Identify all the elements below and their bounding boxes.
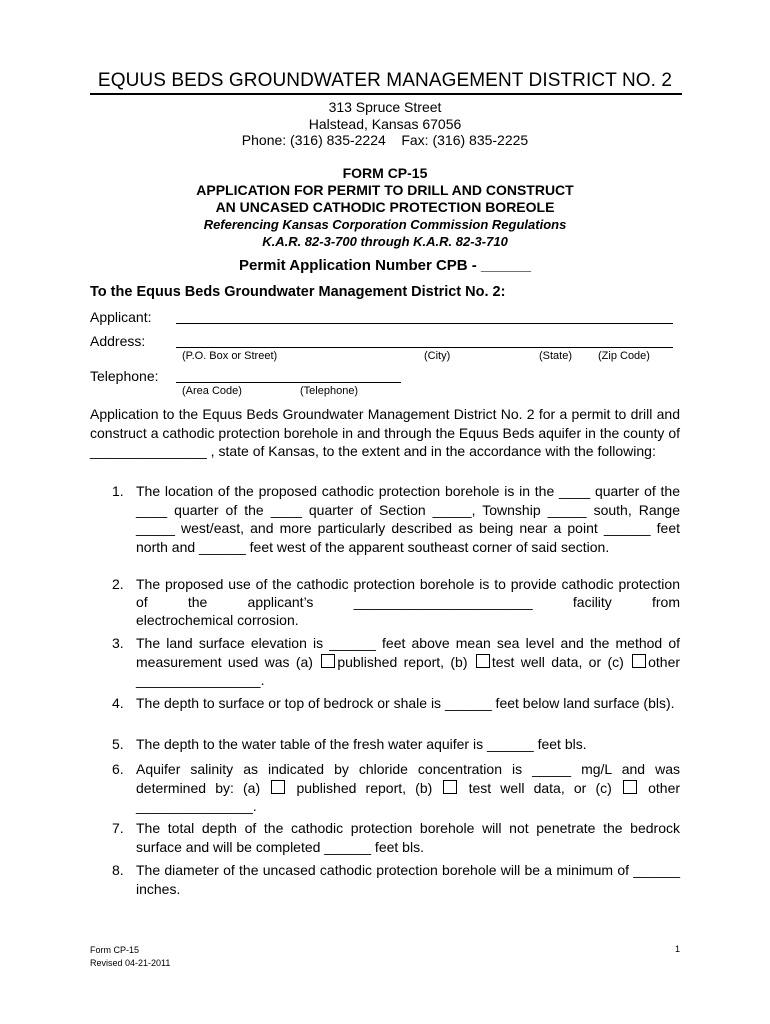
item-2-facility-blank[interactable]: _______________________ xyxy=(353,594,533,610)
phone-fax: Phone: (316) 835-2224 Fax: (316) 835-2225 xyxy=(241,132,529,148)
item-3-testwell: test well data, or (c) xyxy=(491,653,624,670)
other-checkbox-6[interactable] xyxy=(623,780,637,794)
page-number: 1 xyxy=(675,944,681,954)
test-well-checkbox-3[interactable] xyxy=(476,654,490,668)
form-number: FORM CP-15 xyxy=(342,165,428,181)
regulation-reference: Referencing Kansas Corporation Commission Regulations xyxy=(203,217,567,232)
item-1-number: 1. xyxy=(112,483,124,499)
address-label: Address: xyxy=(90,333,146,349)
item-6-text: Aquifer salinity as indicated by chloride concentration is _____ mg/L and was determined by: (a) xyxy=(136,761,680,796)
published-report-checkbox-6[interactable] xyxy=(271,780,285,794)
intro-paragraph: Application to the Equus Beds Groundwater Management District No. 2 for a permit to drill and construct a cathodic protection borehole in and through the Equus Beds aquifer in the county of _______________ , state of Kansas, to the extent and in the accordance with the following: xyxy=(90,406,680,459)
address-zip-hint: (Zip Code) xyxy=(598,350,650,362)
form-title-line1: APPLICATION FOR PERMIT TO DRILL AND CONSTRUCT xyxy=(196,182,574,198)
telephone-label: Telephone: xyxy=(90,368,159,384)
item-2-word-from: from xyxy=(652,594,680,610)
district-heading: EQUUS BEDS GROUNDWATER MANAGEMENT DISTRICT NO. 2 xyxy=(97,70,673,91)
item-6-other: other xyxy=(648,779,681,796)
footer-form-id: Form CP-15 xyxy=(90,945,140,955)
telephone-field[interactable] xyxy=(176,382,401,383)
item-8 xyxy=(90,861,680,898)
item-2-word-applicants: applicant’s xyxy=(247,594,314,610)
item-8-number: 8. xyxy=(112,862,124,878)
item-8-text: The diameter of the uncased cathodic protection borehole will be a minimum of ______ inches. xyxy=(136,862,680,897)
item-6-published: published report, (b) xyxy=(296,779,433,796)
item-5-number: 5. xyxy=(112,736,124,752)
item-7-number: 7. xyxy=(112,820,124,836)
item-3-other-blank[interactable]: ________________. xyxy=(136,672,265,688)
item-5 xyxy=(90,735,680,754)
street-address: 313 Spruce Street xyxy=(328,99,442,115)
item-1 xyxy=(90,482,680,556)
footer-form-info xyxy=(90,944,170,970)
item-2-number: 2. xyxy=(112,576,124,592)
item-2-text-line1: The proposed use of the cathodic protection borehole is to provide cathodic protection xyxy=(136,576,680,592)
item-5-text: The depth to the water table of the fresh water aquifer is ______ feet bls. xyxy=(136,736,587,752)
item-4-number: 4. xyxy=(112,695,124,711)
test-well-checkbox-6[interactable] xyxy=(443,780,457,794)
permit-application-number: Permit Application Number CPB - ______ xyxy=(238,257,532,274)
address-city-hint: (City) xyxy=(424,350,451,362)
address-state-hint: (State) xyxy=(539,350,573,362)
applicant-field[interactable] xyxy=(176,323,673,324)
address-street-hint: (P.O. Box or Street) xyxy=(182,350,278,362)
item-3-number: 3. xyxy=(112,635,124,651)
form-title-line2: AN UNCASED CATHODIC PROTECTION BOREOLE xyxy=(215,199,555,215)
item-2 xyxy=(90,575,680,594)
item-3-text: The land surface elevation is ______ feet above mean sea level and the method of measurement used was (a) xyxy=(136,635,680,670)
applicant-label: Applicant: xyxy=(90,309,152,325)
telephone-hint: (Telephone) xyxy=(300,385,359,397)
other-checkbox-3[interactable] xyxy=(632,654,646,668)
item-7 xyxy=(90,819,680,856)
item-6-number: 6. xyxy=(112,761,124,777)
item-7-text: The total depth of the cathodic protection borehole will not penetrate the bedrock surface and will be completed ______ feet bls. xyxy=(136,820,680,855)
item-6 xyxy=(90,760,680,816)
item-4 xyxy=(90,694,680,713)
item-3-other: other xyxy=(648,653,681,670)
address-field[interactable] xyxy=(176,347,673,348)
item-6-testwell: test well data, or (c) xyxy=(468,779,612,796)
item-6-other-blank[interactable]: _______________. xyxy=(136,798,257,814)
published-report-checkbox-3[interactable] xyxy=(321,654,335,668)
heading-rule xyxy=(90,93,682,95)
regulation-range: K.A.R. 82-3-700 through K.A.R. 82-3-710 xyxy=(262,234,508,249)
item-4-text: The depth to surface or top of bedrock or shale is ______ feet below land surface (bls). xyxy=(136,695,675,711)
item-2-line3 xyxy=(90,611,680,630)
item-2-word-of: of xyxy=(136,594,148,610)
city-state-zip: Halstead, Kansas 67056 xyxy=(308,116,462,132)
item-2-line2 xyxy=(90,593,680,612)
item-3 xyxy=(90,634,680,690)
item-2-text-line3: electrochemical corrosion. xyxy=(136,612,299,628)
item-2-word-facility: facility xyxy=(572,594,612,610)
footer-revised: Revised 04-21-2011 xyxy=(90,958,171,968)
area-code-hint: (Area Code) xyxy=(182,385,242,397)
item-1-text: The location of the proposed cathodic protection borehole is in the ____ quarter of the ____ quarter of the ____ quarter of Section _____, Township _____ south, Range _____ west/east, and more particularly described as being near a point ______ feet north and ______ feet west of the apparent southeast corner of said section. xyxy=(136,483,680,555)
item-2-word-the: the xyxy=(187,594,208,610)
item-3-published: published report, (b) xyxy=(337,653,468,670)
addressee-line: To the Equus Beds Groundwater Management District No. 2: xyxy=(90,284,506,300)
